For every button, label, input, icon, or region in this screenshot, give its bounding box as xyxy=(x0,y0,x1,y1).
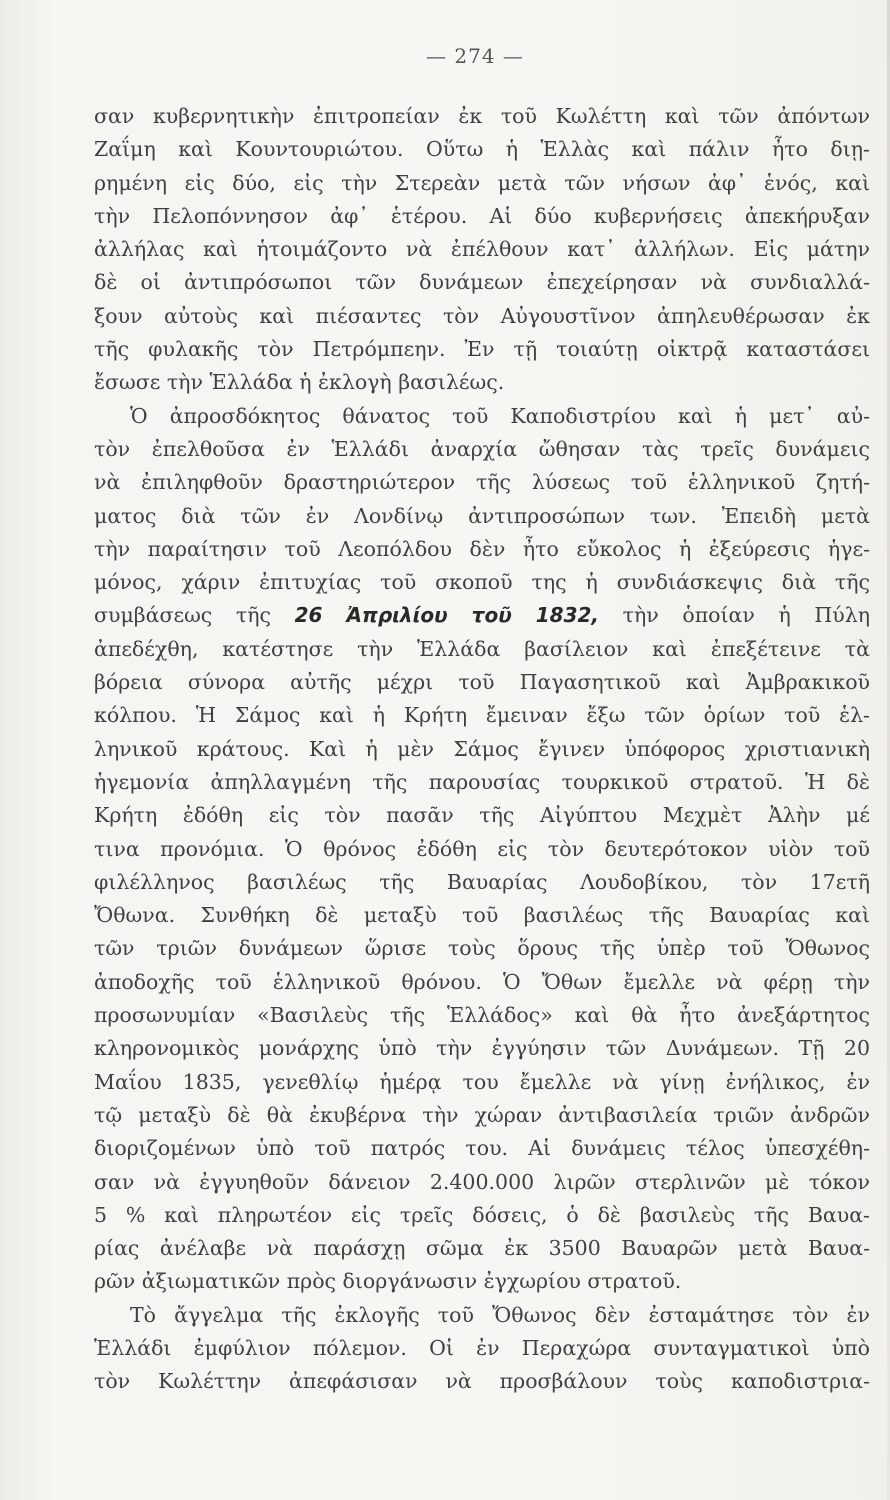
text-line-content: κόλπου. Ἡ Σάμος καὶ ἡ Κρήτη ἔμειναν ἔξω τῶν ὁρίων τοῦ ἑλ- xyxy=(94,703,870,728)
text-line-content: Μαΐου 1835, γενεθλίῳ ἡμέρᾳ του ἔμελλε νὰ γίνῃ ἐνήλικος, ἐν xyxy=(94,1069,870,1094)
text-line xyxy=(94,699,870,732)
text-line xyxy=(94,333,870,366)
text-line-content: ἀποδοχῆς τοῦ ἑλληνικοῦ θρόνου. Ὁ Ὄθων ἔμελλε νὰ φέρῃ τὴν xyxy=(94,969,870,994)
text-line xyxy=(94,1232,870,1265)
text-line xyxy=(94,799,870,832)
text-line-content: τὸν Κωλέττην ἀπεφάσισαν νὰ προσβάλουν τοὺς καποδιστρια- xyxy=(94,1369,870,1394)
text-line-content: ματος διὰ τῶν ἐν Λονδίνῳ ἀντιπροσώπων των. Ἐπειδὴ μετὰ xyxy=(94,503,870,528)
text-line-content: ξουν αὐτοὺς καὶ πιέσαντες τὸν Αὐγουστῖνον ἀπηλευθέρωσαν ἐκ xyxy=(94,303,870,328)
text-line xyxy=(94,1265,870,1298)
text-line xyxy=(94,1332,870,1365)
text-line xyxy=(94,966,870,999)
text-line xyxy=(94,932,870,965)
text-line xyxy=(94,733,870,766)
text-line-content: δὲ οἱ ἀντιπρόσωποι τῶν δυνάμεων ἐπεχείρησαν νὰ συνδιαλλά- xyxy=(94,270,870,295)
text-line-content: τῶν τριῶν δυνάμεων ὥρισε τοὺς ὅρους τῆς ὑπὲρ τοῦ Ὄθωνος xyxy=(94,936,870,961)
text-line-content: τῆς φυλακῆς τὸν Πετρόμπεην. Ἐν τῇ τοιαύτῃ οἰκτρᾷ καταστάσει xyxy=(94,337,870,362)
text-line xyxy=(94,100,870,133)
text-line xyxy=(94,1032,870,1065)
text-line-content: Κρήτη ἐδόθη εἰς τὸν πασᾶν τῆς Αἰγύπτου Μεχμὲτ Ἀλὴν μέ xyxy=(94,803,870,828)
text-line-content: τὴν παραίτησιν τοῦ Λεοπόλδου δὲν ἦτο εὔκολος ἡ ἐξεύρεσις ἡγε- xyxy=(94,536,870,561)
text-line-content: Ζαΐμη καὶ Κουντουριώτου. Οὕτω ἡ Ἑλλὰς καὶ πάλιν ἦτο διῃ- xyxy=(94,137,870,162)
text-line xyxy=(94,866,870,899)
text-line-continuation: τὴν ὁποίαν ἡ Πύλη xyxy=(599,603,870,628)
text-line xyxy=(94,1299,870,1332)
text-line xyxy=(94,766,870,799)
text-line xyxy=(94,566,870,599)
text-line xyxy=(94,599,870,632)
text-line xyxy=(94,1166,870,1199)
text-line-content: διοριζομένων ὑπὸ τοῦ πατρός του. Αἱ δυνάμεις τέλος ὑπεσχέθη- xyxy=(94,1136,870,1161)
text-line-content: ἀλλήλας καὶ ἡτοιμάζοντο νὰ ἐπέλθουν κατ᾽ ἀλλήλων. Εἰς μάτην xyxy=(94,237,870,262)
text-line-content: μόνος, χάριν ἐπιτυχίας τοῦ σκοποῦ της ἡ συνδιάσκεψις διὰ τῆς xyxy=(94,570,870,595)
text-line-content: τινα προνόμια. Ὁ θρόνος ἐδόθη εἰς τὸν δευτερότοκον υἱὸν τοῦ xyxy=(94,836,870,861)
text-line-content: τὴν Πελοπόννησον ἀφ᾽ ἑτέρου. Αἱ δύο κυβερνήσεις ἀπεκήρυξαν xyxy=(94,203,870,228)
text-line xyxy=(94,533,870,566)
text-line xyxy=(94,400,870,433)
text-line xyxy=(94,999,870,1032)
text-line-content: ρῶν ἀξιωματικῶν πρὸς διοργάνωσιν ἐγχωρίου στρατοῦ. xyxy=(94,1269,682,1294)
text-line-content: Ἑλλάδι ἐμφύλιον πόλεμον. Οἱ ἐν Περαχώρα συνταγματικοὶ ὑπὸ xyxy=(94,1335,870,1360)
text-line-content: κληρονομικὸς μονάρχης ὑπὸ τὴν ἐγγύησιν τῶν Δυνάμεων. Τῇ 20 xyxy=(94,1036,870,1061)
text-line xyxy=(94,133,870,166)
text-line xyxy=(94,666,870,699)
text-line xyxy=(94,300,870,333)
body-text xyxy=(94,100,870,1399)
text-line-content: σαν κυβερνητικὴν ἐπιτροπείαν ἐκ τοῦ Κωλέττη καὶ τῶν ἀπόντων xyxy=(94,104,870,128)
text-line xyxy=(94,1365,870,1398)
text-line-content: σαν νὰ ἐγγυηθοῦν δάνειον 2.400.000 λιρῶν στερλινῶν μὲ τόκον xyxy=(94,1169,870,1194)
text-line xyxy=(94,500,870,533)
text-line xyxy=(94,1132,870,1165)
text-line xyxy=(94,233,870,266)
text-line xyxy=(94,633,870,666)
text-line-content: 5 % καὶ πληρωτέον εἰς τρεῖς δόσεις, ὁ δὲ βασιλεὺς τῆς Βαυα- xyxy=(94,1202,870,1227)
text-line xyxy=(94,1199,870,1232)
text-line-content: Τὸ ἄγγελμα τῆς ἐκλογῆς τοῦ Ὄθωνος δὲν ἐσταμάτησε τὸν ἐν xyxy=(130,1302,870,1327)
text-line-content: βόρεια σύνορα αὐτῆς μέχρι τοῦ Παγασητικοῦ καὶ Ἀμβρακικοῦ xyxy=(94,670,870,695)
text-line xyxy=(94,200,870,233)
text-line xyxy=(94,366,870,399)
text-line-content: ἀπεδέχθη, κατέστησε τὴν Ἑλλάδα βασίλειον καὶ ἐπεξέτεινε τὰ xyxy=(94,636,870,661)
text-line xyxy=(94,833,870,866)
text-line-content: ἡγεμονία ἀπηλλαγμένη τῆς παρουσίας τουρκικοῦ στρατοῦ. Ἡ δὲ xyxy=(94,769,870,794)
text-line-content: Ὄθωνα. Συνθήκη δὲ μεταξὺ τοῦ βασιλέως τῆς Βαυαρίας καὶ xyxy=(94,903,870,928)
page-number: — 274 — xyxy=(426,44,524,68)
text-line-content: νὰ ἐπιληφθοῦν δραστηριώτερον τῆς λύσεως τοῦ ἑλληνικοῦ ζητή- xyxy=(94,470,870,495)
date-emphasis: 26 Ἀπριλίου τοῦ 1832, xyxy=(294,603,600,628)
text-line-content: ληνικοῦ κράτους. Καὶ ἡ μὲν Σάμος ἔγινεν ὑπόφορος χριστιανικὴ xyxy=(94,736,870,761)
text-line xyxy=(94,1099,870,1132)
text-line-content: τῷ μεταξὺ δὲ θὰ ἐκυβέρνα τὴν χώραν ἀντιβασιλεία τριῶν ἀνδρῶν xyxy=(94,1102,870,1127)
text-line-content: ρημένη εἰς δύο, εἰς τὴν Στερεὰν μετὰ τῶν νήσων ἀφ᾽ ἑνός, καὶ xyxy=(94,170,870,195)
text-line-content: συμβάσεως τῆς xyxy=(94,603,295,628)
text-line-content: ρίας ἀνέλαβε νὰ παράσχῃ σῶμα ἐκ 3500 Βαυαρῶν μετὰ Βαυα- xyxy=(94,1236,870,1261)
text-line-content: τὸν ἐπελθοῦσα ἐν Ἑλλάδι ἀναρχία ὤθησαν τὰς τρεῖς δυνάμεις xyxy=(94,436,870,461)
text-line xyxy=(94,433,870,466)
text-line xyxy=(94,466,870,499)
text-line-content: φιλέλληνος βασιλέως τῆς Βαυαρίας Λουδοβίκου, τὸν 17ετῆ xyxy=(94,869,870,894)
text-line xyxy=(94,899,870,932)
text-line xyxy=(94,266,870,299)
text-line-content: ἔσωσε τὴν Ἑλλάδα ἡ ἐκλογὴ βασιλέως. xyxy=(94,370,505,395)
text-line xyxy=(94,167,870,200)
text-line-content: Ὁ ἀπροσδόκητος θάνατος τοῦ Καποδιστρίου καὶ ἡ μετ᾽ αὐ- xyxy=(130,403,870,428)
text-line-content: προσωνυμίαν «Βασιλεὺς τῆς Ἑλλάδος» καὶ θὰ ἦτο ἀνεξάρτητος xyxy=(94,1003,870,1028)
text-line xyxy=(94,1066,870,1099)
